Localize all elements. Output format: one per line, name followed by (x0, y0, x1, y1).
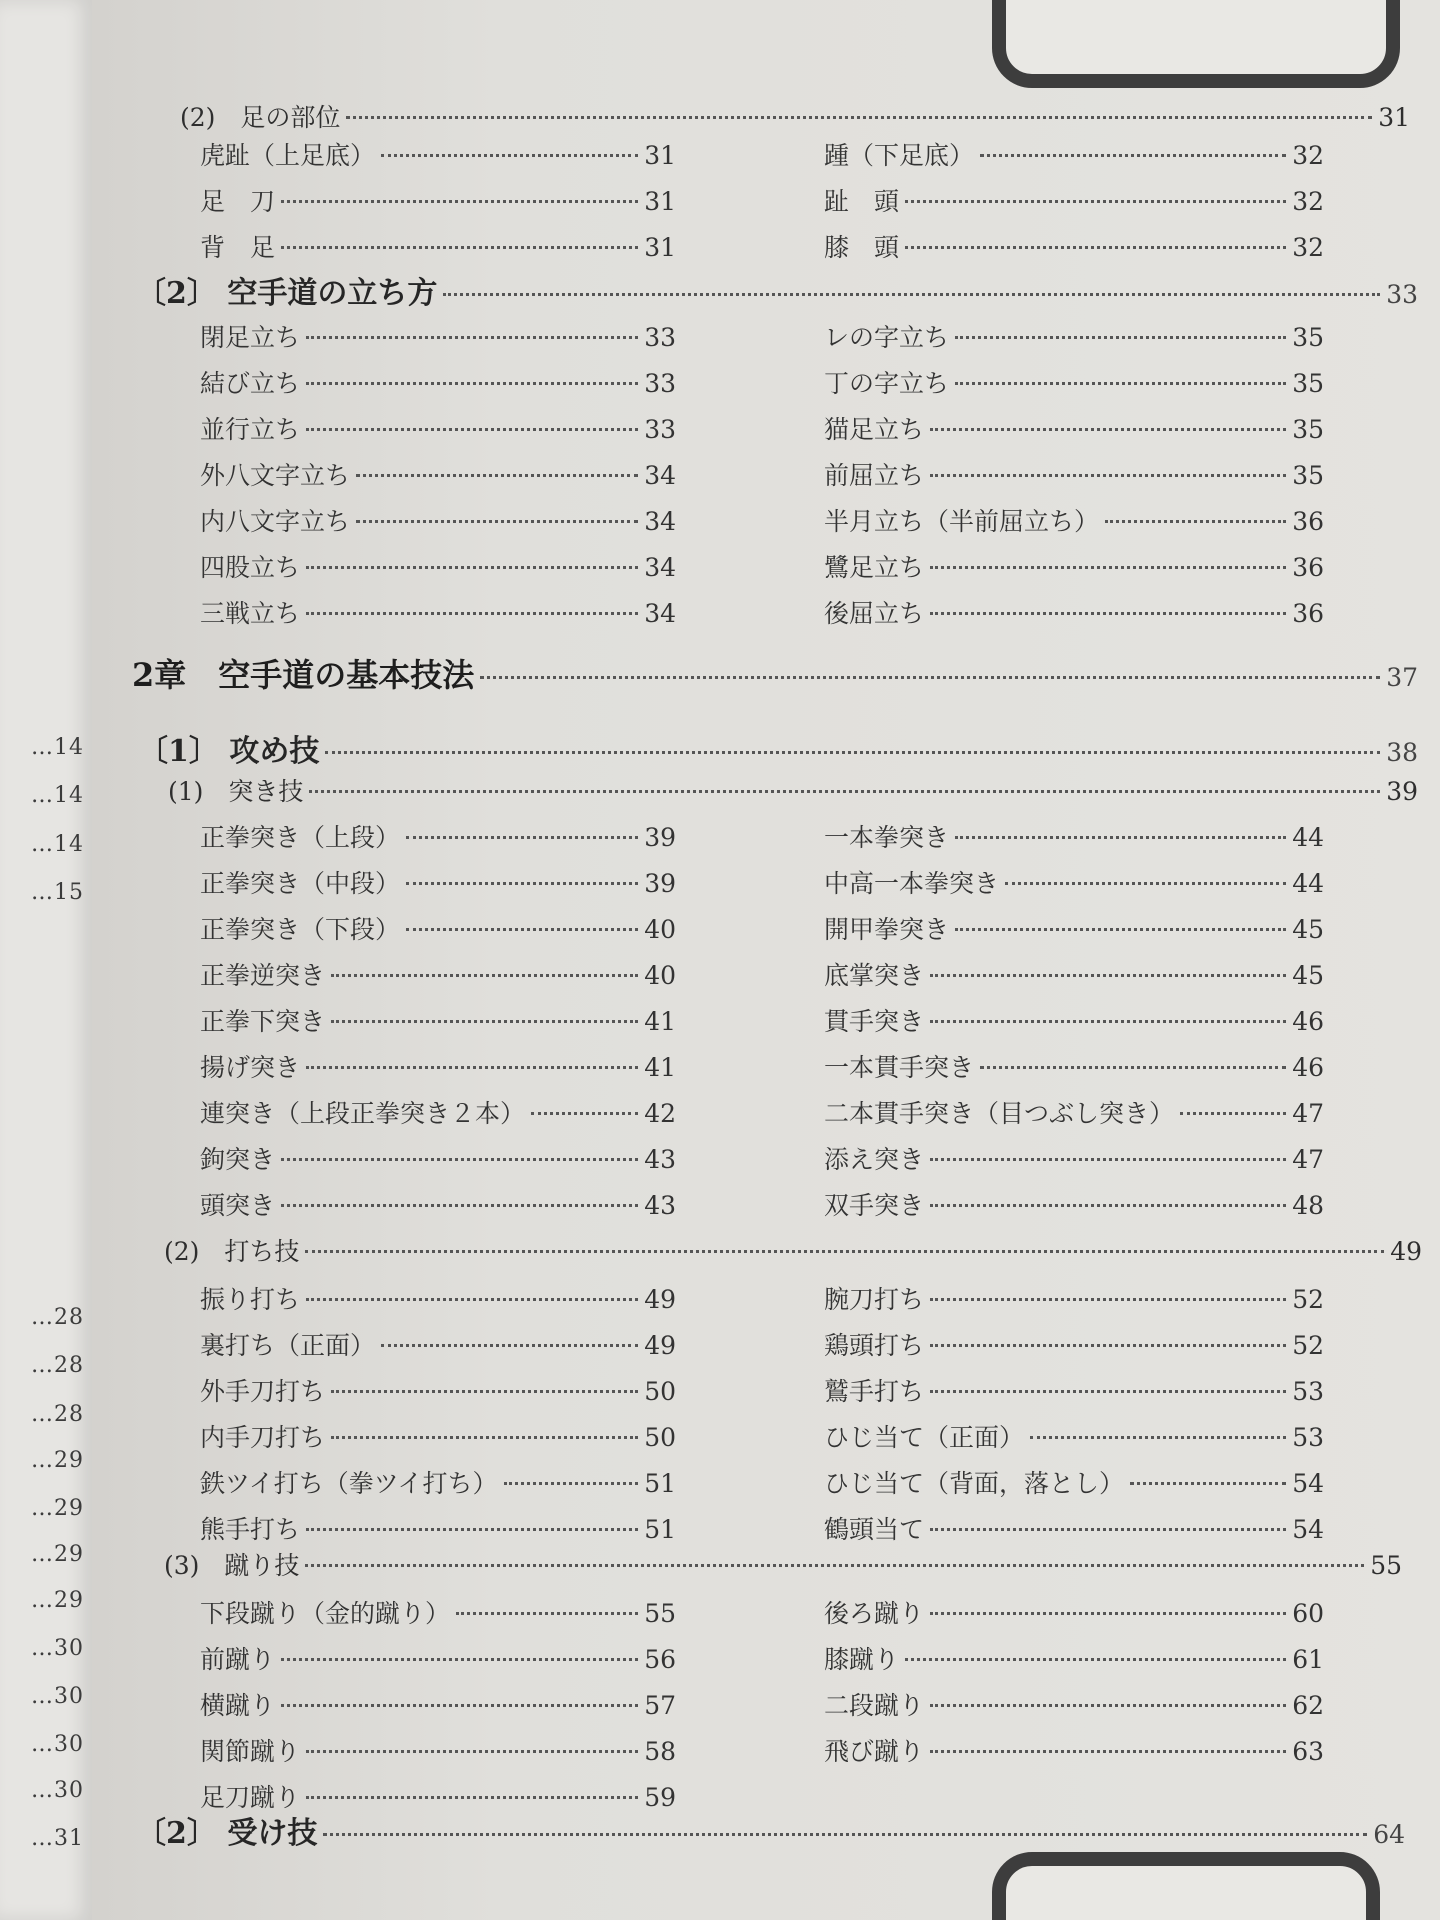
toc-page-number: 35 (1292, 369, 1324, 398)
toc-entry-title: 熊手打ち (200, 1515, 301, 1544)
toc-entry-title: 鉤突き (200, 1145, 276, 1174)
toc-page-number: 41 (644, 1053, 676, 1082)
toc-entry-title: 一本拳突き (824, 823, 950, 852)
toc-item-left[interactable] (200, 1186, 676, 1222)
toc-page-number: 31 (644, 187, 676, 216)
toc-page-number: 35 (1292, 323, 1324, 352)
toc-entry-title: 中高一本拳突き (824, 869, 1000, 898)
toc-page-number: 58 (644, 1737, 676, 1766)
toc-entry-title: 二段蹴り (824, 1691, 925, 1720)
dot-leader (930, 1704, 1286, 1707)
toc-page-number: 32 (1292, 233, 1324, 262)
sub-heading[interactable] (164, 1232, 1422, 1268)
facing-page-number: …14 (31, 783, 84, 808)
toc-page-number: 34 (644, 599, 676, 628)
chapter-heading[interactable] (132, 650, 1418, 696)
dot-leader (305, 1250, 1384, 1253)
facing-page-number: …30 (31, 1732, 84, 1757)
toc-item-right[interactable] (824, 910, 1324, 946)
toc-item-left[interactable] (200, 1686, 676, 1722)
toc-page-number: 46 (1292, 1053, 1324, 1082)
toc-entry-title: 虎趾（上足底） (200, 141, 376, 170)
toc-item-left[interactable] (200, 1280, 676, 1316)
toc-page-number: 47 (1292, 1145, 1324, 1174)
toc-page-number: 36 (1292, 553, 1324, 582)
dot-leader (406, 882, 638, 885)
toc-item-right[interactable] (824, 1094, 1324, 1130)
toc-entry-title: 連突き（上段正拳突き２本） (200, 1099, 526, 1128)
toc-entry-title: 前屈立ち (824, 461, 925, 490)
dot-leader (281, 1158, 638, 1161)
toc-item-left[interactable] (200, 1778, 676, 1814)
dot-leader (281, 200, 638, 203)
toc-page-number: 54 (1292, 1469, 1324, 1498)
toc-item-right[interactable] (824, 1686, 1324, 1722)
toc-item-right[interactable] (824, 956, 1324, 992)
dot-leader (930, 974, 1286, 977)
toc-page-number: 33 (644, 323, 676, 352)
dot-leader (930, 1204, 1286, 1207)
toc-page-number: 61 (1292, 1645, 1324, 1674)
toc-entry-title: 正拳突き（中段） (200, 869, 401, 898)
toc-item-left[interactable] (200, 136, 676, 172)
toc-entry-title: 正拳突き（上段） (200, 823, 401, 852)
dot-leader (281, 1658, 638, 1661)
toc-page-number: 52 (1292, 1285, 1324, 1314)
toc-page-number: 41 (644, 1007, 676, 1036)
toc-page-number: 31 (644, 141, 676, 170)
dot-leader (905, 1658, 1286, 1661)
toc-page-number: 49 (644, 1331, 676, 1360)
toc-entry-title: 並行立ち (200, 415, 301, 444)
dot-leader (456, 1612, 638, 1615)
toc-entry-title: 正拳下突き (200, 1007, 326, 1036)
facing-page-number: …29 (31, 1542, 84, 1567)
decorative-tab-bottom (992, 1852, 1380, 1920)
dot-leader (930, 1020, 1286, 1023)
toc-entry-title: 背 足 (200, 233, 276, 262)
dot-leader (306, 566, 638, 569)
facing-page-number: …14 (31, 832, 84, 857)
toc-item-right[interactable] (824, 594, 1324, 630)
dot-leader (480, 676, 1380, 679)
facing-page-number: …15 (31, 880, 84, 905)
toc-item-left[interactable] (200, 1732, 676, 1768)
toc-item-left[interactable] (200, 1640, 676, 1676)
toc-entry-title: 正拳逆突き (200, 961, 326, 990)
toc-item-right[interactable] (824, 1732, 1324, 1768)
toc-page-number: 44 (1292, 869, 1324, 898)
toc-page-number: 32 (1292, 187, 1324, 216)
toc-entry-title: 鷲手打ち (824, 1377, 925, 1406)
dot-leader (306, 1796, 638, 1799)
toc-page-number: 31 (644, 233, 676, 262)
dot-leader (531, 1112, 638, 1115)
toc-page-number: 50 (644, 1423, 676, 1452)
dot-leader (980, 154, 1286, 157)
toc-entry-title: 二本貫手突き（目つぶし突き） (824, 1099, 1175, 1128)
section-heading[interactable] (136, 1808, 1405, 1852)
toc-entry-title: 踵（下足底） (824, 141, 975, 170)
dot-leader (1030, 1436, 1286, 1439)
toc-page-number: 34 (644, 507, 676, 536)
toc-entry-title: 内手刀打ち (200, 1423, 326, 1452)
dot-leader (281, 1204, 638, 1207)
dot-leader (930, 1344, 1286, 1347)
toc-item-right[interactable] (824, 456, 1324, 492)
toc-item-right[interactable] (824, 1140, 1324, 1176)
dot-leader (323, 1833, 1367, 1836)
toc-page-number: 33 (644, 415, 676, 444)
dot-leader (504, 1482, 639, 1485)
toc-item-right[interactable] (824, 864, 1324, 900)
toc-entry-title: 四股立ち (200, 553, 301, 582)
toc-page-number: 33 (644, 369, 676, 398)
dot-leader (930, 1298, 1286, 1301)
dot-leader (1130, 1482, 1286, 1485)
toc-item-left[interactable] (200, 548, 676, 584)
facing-page-number: …28 (31, 1402, 84, 1427)
toc-page-number: 49 (1390, 1237, 1422, 1266)
toc-page-number: 55 (644, 1599, 676, 1628)
toc-entry-title: 結び立ち (200, 369, 301, 398)
toc-item-left[interactable] (200, 1002, 676, 1038)
toc-item-left[interactable] (200, 410, 676, 446)
toc-page-number: 55 (1370, 1551, 1402, 1580)
toc-page-number: 39 (1386, 777, 1418, 806)
toc-page-number: 62 (1292, 1691, 1324, 1720)
toc-item-left[interactable] (200, 1418, 676, 1454)
dot-leader (306, 1066, 638, 1069)
toc-page-number: 36 (1292, 507, 1324, 536)
toc-page-number: 37 (1386, 663, 1418, 692)
toc-entry-title: 開甲拳突き (824, 915, 950, 944)
toc-page-number: 46 (1292, 1007, 1324, 1036)
toc-item-left[interactable] (200, 1510, 676, 1546)
dot-leader (1005, 882, 1286, 885)
facing-page-number: …28 (31, 1305, 84, 1330)
sub-heading[interactable] (164, 1546, 1402, 1582)
toc-page-number: 60 (1292, 1599, 1324, 1628)
dot-leader (306, 336, 638, 339)
toc-entry-title: 足 刀 (200, 187, 276, 216)
toc-item-left[interactable] (200, 910, 676, 946)
toc-page-number: 53 (1292, 1377, 1324, 1406)
facing-page-number: …31 (31, 1826, 84, 1851)
toc-item-right[interactable] (824, 502, 1324, 538)
toc-page-number: 34 (644, 553, 676, 582)
dot-leader (346, 116, 1372, 119)
toc-item-left[interactable] (200, 228, 676, 264)
dot-leader (930, 1390, 1286, 1393)
toc-entry-title: 裏打ち（正面） (200, 1331, 376, 1360)
facing-page-number: …30 (31, 1778, 84, 1803)
dot-leader (356, 520, 638, 523)
toc-item-left[interactable] (200, 182, 676, 218)
dot-leader (1105, 520, 1286, 523)
toc-entry-title: 猫足立ち (824, 415, 925, 444)
toc-item-right[interactable] (824, 228, 1324, 264)
toc-entry-title: 後屈立ち (824, 599, 925, 628)
dot-leader (930, 612, 1286, 615)
toc-item-left[interactable] (200, 864, 676, 900)
dot-leader (905, 246, 1286, 249)
toc-entry-title: 貫手突き (824, 1007, 925, 1036)
toc-item-right[interactable] (824, 1594, 1324, 1630)
toc-page-number: 39 (644, 823, 676, 852)
dot-leader (306, 1528, 638, 1531)
toc-entry-title: 鷺足立ち (824, 553, 925, 582)
toc-entry-title: 膝 頭 (824, 233, 900, 262)
toc-page-number: 51 (644, 1515, 676, 1544)
toc-entry-title: 腕刀打ち (824, 1285, 925, 1314)
toc-entry-title: (2) 打ち技 (164, 1237, 300, 1266)
toc-page-number: 53 (1292, 1423, 1324, 1452)
facing-page-number: …29 (31, 1496, 84, 1521)
toc-page-number: 44 (1292, 823, 1324, 852)
toc-entry-title: 半月立ち（半前屈立ち） (824, 507, 1100, 536)
dot-leader (930, 428, 1286, 431)
sub-heading[interactable] (168, 772, 1418, 808)
facing-page-number: …30 (31, 1636, 84, 1661)
toc-entry-title: 外八文字立ち (200, 461, 351, 490)
toc-entry-title: 横蹴り (200, 1691, 276, 1720)
toc-page-number: 43 (644, 1191, 676, 1220)
toc-entry-title: 鶴頭当て (824, 1515, 925, 1544)
dot-leader (305, 1564, 1364, 1567)
toc-item-right[interactable] (824, 318, 1324, 354)
toc-item-left[interactable] (200, 818, 676, 854)
toc-entry-title: 〔1〕 攻め技 (138, 734, 320, 769)
dot-leader (331, 974, 638, 977)
toc-page-number: 32 (1292, 141, 1324, 170)
toc-item-left[interactable] (200, 1048, 676, 1084)
toc-item-left[interactable] (200, 1094, 676, 1130)
toc-entry-title: 関節蹴り (200, 1737, 301, 1766)
dot-leader (955, 336, 1286, 339)
dot-leader (281, 1704, 638, 1707)
toc-page-number: 42 (644, 1099, 676, 1128)
toc-entry-title: 後ろ蹴り (824, 1599, 925, 1628)
toc-entry-title: (3) 蹴り技 (164, 1551, 300, 1580)
facing-page-number: …14 (31, 735, 84, 760)
dot-leader (356, 474, 638, 477)
toc-entry-title: 揚げ突き (200, 1053, 301, 1082)
toc-entry-title: 三戦立ち (200, 599, 301, 628)
dot-leader (331, 1436, 638, 1439)
toc-page-number: 39 (644, 869, 676, 898)
toc-entry-title: レの字立ち (824, 323, 950, 352)
toc-item-left[interactable] (200, 594, 676, 630)
toc-item-left[interactable] (200, 1140, 676, 1176)
dot-leader (955, 836, 1286, 839)
toc-item-right[interactable] (824, 364, 1324, 400)
section-heading[interactable] (136, 268, 1418, 312)
toc-page-number: 40 (644, 915, 676, 944)
toc-item-right[interactable] (824, 1326, 1324, 1362)
dot-leader (905, 200, 1286, 203)
toc-item-right[interactable] (824, 1464, 1324, 1500)
toc-item-left[interactable] (200, 1372, 676, 1408)
toc-entry-title: 足刀蹴り (200, 1783, 301, 1812)
toc-page-number: 49 (644, 1285, 676, 1314)
toc-item-right[interactable] (824, 1280, 1324, 1316)
toc-page-number: 38 (1386, 738, 1418, 767)
dot-leader (930, 566, 1286, 569)
toc-entry-title: 振り打ち (200, 1285, 301, 1314)
toc-item-right[interactable] (824, 1510, 1324, 1546)
toc-page-number: 43 (644, 1145, 676, 1174)
toc-item-right[interactable] (824, 1186, 1324, 1222)
toc-main (92, 0, 1440, 1920)
toc-page-number: 31 (1378, 103, 1410, 132)
toc-page-number: 40 (644, 961, 676, 990)
toc-page-number: 64 (1373, 1820, 1405, 1849)
toc-item-left[interactable] (200, 364, 676, 400)
dot-leader (309, 790, 1380, 793)
toc-page-number: 54 (1292, 1515, 1324, 1544)
dot-leader (980, 1066, 1286, 1069)
toc-page-number: 57 (644, 1691, 676, 1720)
dot-leader (406, 928, 638, 931)
dot-leader (381, 154, 638, 157)
dot-leader (930, 474, 1286, 477)
dot-leader (930, 1750, 1286, 1753)
toc-entry-title: 正拳突き（下段） (200, 915, 401, 944)
dot-leader (331, 1390, 638, 1393)
toc-entry-title: 〔2〕 受け技 (136, 1816, 318, 1851)
facing-page-number: …29 (31, 1588, 84, 1613)
toc-page-number: 35 (1292, 415, 1324, 444)
dot-leader (930, 1158, 1286, 1161)
dot-leader (955, 382, 1286, 385)
toc-item-right[interactable] (824, 1002, 1324, 1038)
toc-entry-title: 〔2〕 空手道の立ち方 (136, 276, 438, 311)
dot-leader (1180, 1112, 1286, 1115)
toc-page-number: 52 (1292, 1331, 1324, 1360)
toc-item-left[interactable] (200, 502, 676, 538)
toc-entry-title: 飛び蹴り (824, 1737, 925, 1766)
toc-item-right[interactable] (824, 136, 1324, 172)
toc-entry-title: 膝蹴り (824, 1645, 900, 1674)
dot-leader (381, 1344, 638, 1347)
toc-page-number: 33 (1386, 280, 1418, 309)
toc-page-number: 63 (1292, 1737, 1324, 1766)
dot-leader (331, 1020, 638, 1023)
toc-item-left[interactable] (200, 318, 676, 354)
decorative-tab-top (992, 0, 1400, 88)
toc-entry-title: 一本貫手突き (824, 1053, 975, 1082)
facing-page-number: …30 (31, 1684, 84, 1709)
toc-page-number: 36 (1292, 599, 1324, 628)
facing-page-number: …28 (31, 1353, 84, 1378)
dot-leader (443, 293, 1380, 296)
toc-entry-title: 下段蹴り（金的蹴り） (200, 1599, 451, 1628)
toc-page-number: 34 (644, 461, 676, 490)
toc-page-number: 56 (644, 1645, 676, 1674)
toc-page-number: 45 (1292, 961, 1324, 990)
toc-entry-title: ひじ当て（背面，落とし） (824, 1469, 1125, 1498)
toc-item-left[interactable] (200, 1464, 676, 1500)
dot-leader (306, 1750, 638, 1753)
toc-item-right[interactable] (824, 818, 1324, 854)
toc-item-right[interactable] (824, 1048, 1324, 1084)
toc-entry-title: 2章 空手道の基本技法 (132, 656, 475, 694)
toc-entry-title: 趾 頭 (824, 187, 900, 216)
dot-leader (930, 1528, 1286, 1531)
dot-leader (406, 836, 638, 839)
toc-item-left[interactable] (200, 456, 676, 492)
dot-leader (325, 751, 1380, 754)
toc-page-number: 47 (1292, 1099, 1324, 1128)
toc-item-right[interactable] (824, 548, 1324, 584)
dot-leader (306, 428, 638, 431)
toc-item-right[interactable] (824, 1640, 1324, 1676)
toc-entry-title: 丁の字立ち (824, 369, 950, 398)
toc-item-left[interactable] (200, 956, 676, 992)
toc-entry-title: (1) 突き技 (168, 777, 304, 806)
toc-item-right[interactable] (824, 1418, 1324, 1454)
toc-page-number: 59 (644, 1783, 676, 1812)
toc-item-left[interactable] (200, 1326, 676, 1362)
toc-entry-title: 鉄ツイ打ち（拳ツイ打ち） (200, 1469, 498, 1498)
toc-item-right[interactable] (824, 1372, 1324, 1408)
toc-entry-title: 閉足立ち (200, 323, 301, 352)
toc-item-right[interactable] (824, 410, 1324, 446)
toc-entry-title: ひじ当て（正面） (824, 1423, 1025, 1452)
toc-entry-title: 底掌突き (824, 961, 925, 990)
dot-leader (955, 928, 1286, 931)
toc-page-number: 48 (1292, 1191, 1324, 1220)
toc-entry-title: 頭突き (200, 1191, 276, 1220)
toc-page-number: 50 (644, 1377, 676, 1406)
toc-page-number: 51 (644, 1469, 676, 1498)
toc-item-left[interactable] (200, 1594, 676, 1630)
toc-entry-title: 双手突き (824, 1191, 925, 1220)
sub-heading[interactable] (180, 98, 1410, 134)
facing-page-margin (0, 0, 94, 1920)
dot-leader (306, 1298, 638, 1301)
toc-item-right[interactable] (824, 182, 1324, 218)
dot-leader (306, 612, 638, 615)
dot-leader (930, 1612, 1286, 1615)
toc-entry-title: 前蹴り (200, 1645, 276, 1674)
dot-leader (281, 246, 638, 249)
toc-page-number: 45 (1292, 915, 1324, 944)
facing-page-number: …29 (31, 1448, 84, 1473)
dot-leader (306, 382, 638, 385)
toc-entry-title: 添え突き (824, 1145, 925, 1174)
toc-page-number: 35 (1292, 461, 1324, 490)
section-heading[interactable] (138, 726, 1418, 770)
toc-entry-title: 内八文字立ち (200, 507, 351, 536)
toc-entry-title: (2) 足の部位 (180, 103, 341, 132)
toc-entry-title: 鶏頭打ち (824, 1331, 925, 1360)
toc-entry-title: 外手刀打ち (200, 1377, 326, 1406)
